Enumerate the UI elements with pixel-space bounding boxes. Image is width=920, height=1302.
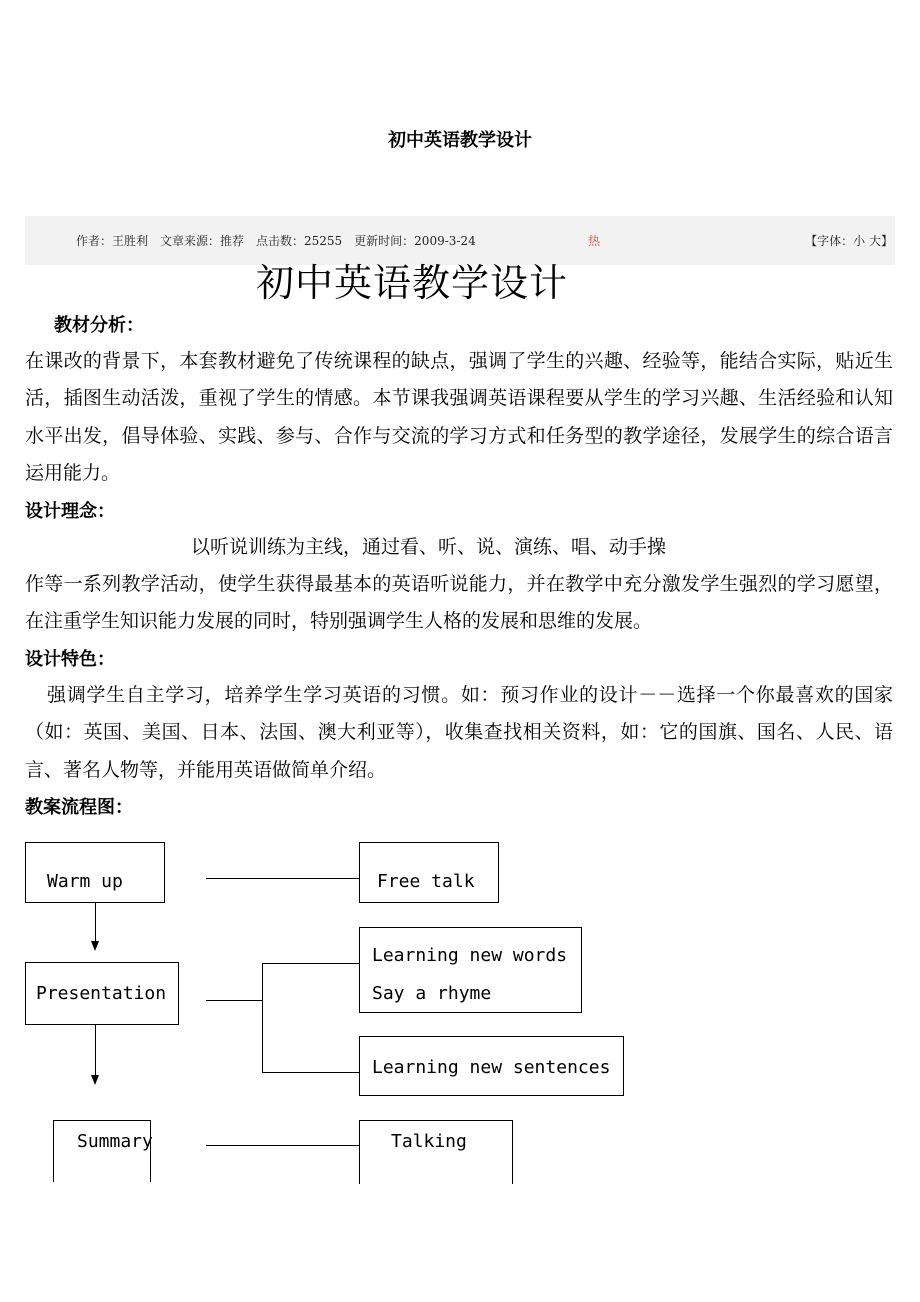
- concept-paragraph: 作等一系列教学活动，使学生获得最基本的英语听说能力，并在教学中充分激发学生强烈的学习愿望，在注重学生知识能力发展的同时，特别强调学生人格的发展和思维的发展。: [25, 573, 893, 633]
- section-heading-concept: 设计理念：: [25, 501, 115, 522]
- flow-label-warm-up: Warm up: [47, 871, 123, 892]
- flow-label-presentation: Presentation: [36, 983, 167, 1004]
- font-size-toggle[interactable]: 【字体：小 大】: [805, 234, 893, 248]
- concept-first-line: 以听说训练为主线，通过看、听、说、演练、唱、动手操: [191, 536, 667, 558]
- arrow-down-icon: [91, 941, 99, 951]
- analysis-paragraph: 在课改的背景下，本套教材避免了传统课程的缺点，强调了学生的兴趣、经验等，能结合实际，贴近生活，插图生动活泼，重视了学生的情感。本节课我强调英语课程要从学生的学习兴趣、生活经验和认知水平出发，倡导体验、实践、参与、合作与交流的学习方式和任务型的教学途径，发展学生的综合语言运用能力。: [25, 350, 893, 484]
- connector-summary-talking: [206, 1145, 359, 1146]
- arrow-line-1: [95, 903, 96, 941]
- connector-branch-vertical: [262, 963, 263, 1073]
- arrow-line-2: [95, 1025, 96, 1075]
- arrow-down-icon: [91, 1075, 99, 1085]
- section-heading-analysis: 教材分析：: [54, 315, 144, 336]
- flow-label-free-talk: Free talk: [377, 871, 475, 892]
- flow-label-talking: Talking: [391, 1131, 467, 1152]
- hot-badge: 热: [588, 234, 601, 248]
- document-header-title: 初中英语教学设计: [388, 130, 532, 151]
- article-title: 初中英语教学设计: [256, 261, 569, 305]
- article-meta-info: 作者：王胜利 文章来源：推荐 点击数：25255 更新时间：2009-3-24: [76, 234, 476, 248]
- section-heading-flowchart: 教案流程图：: [25, 797, 133, 818]
- connector-presentation-branch: [206, 1000, 262, 1001]
- connector-branch-words: [262, 963, 359, 964]
- flow-label-learning-sentences: Learning new sentences: [372, 1057, 611, 1078]
- flow-label-summary: Summary: [77, 1131, 153, 1152]
- connector-warmup-freetalk: [206, 878, 359, 879]
- section-heading-features: 设计特色：: [25, 649, 115, 670]
- flow-label-learning-words: Learning new words: [372, 945, 568, 966]
- connector-branch-sentences: [262, 1072, 359, 1073]
- flow-label-say-rhyme: Say a rhyme: [372, 983, 492, 1004]
- features-paragraph: 强调学生自主学习，培养学生学习英语的习惯。如：预习作业的设计－－选择一个你最喜欢的国家（如：英国、美国、日本、法国、澳大利亚等），收集查找相关资料，如：它的国旗、国名、人民、语言、著名人物等，并能用英语做简单介绍。: [25, 684, 893, 781]
